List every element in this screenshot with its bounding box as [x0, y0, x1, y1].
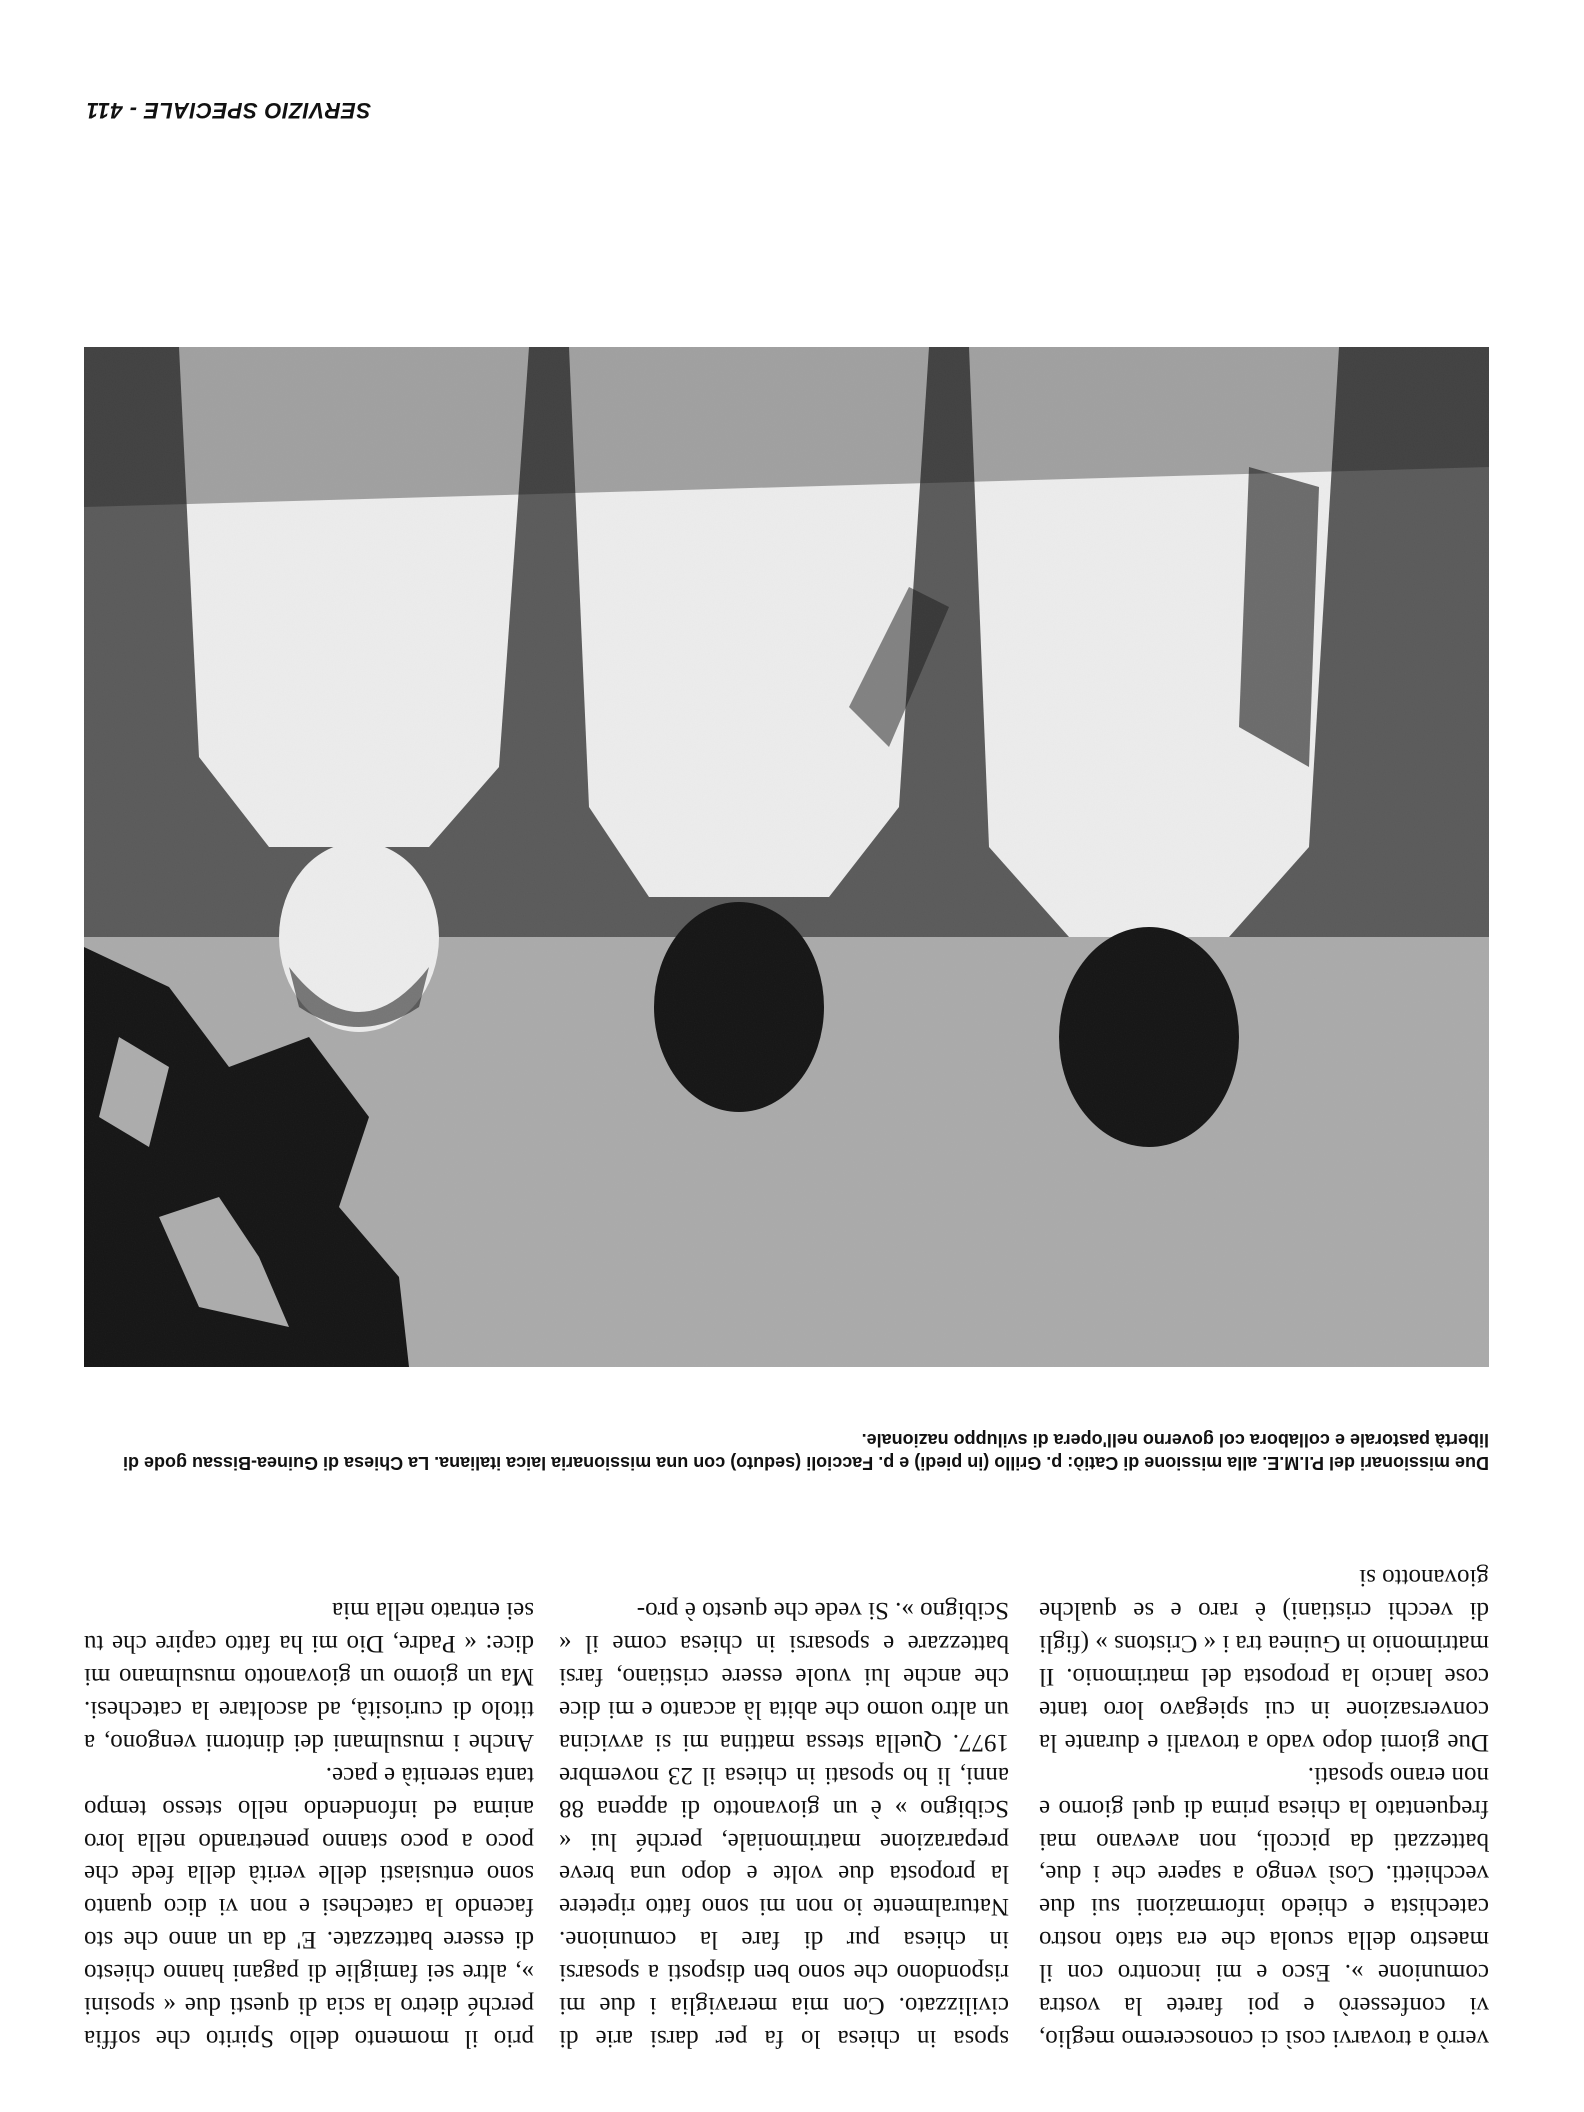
photo-grain [84, 347, 1489, 1367]
text-column-right: prio il momento dello Spirito che soffia perché dietro la scia di questi due « sposini », altre sei famiglie di pagani hanno chiesto di essere battezzate. E' da un anno che sto facendo la catechesi e non vi dico quanto sono entusiasti delle verità della fede che poco a poco stanno penetrando nella loro anima ed infondendo nello stesso tempo tanta serenità e pace. Anche i musulmani dei dintorni vengono, a titolo di curiosità, ad ascoltare la catechesi. Ma un giorno un giovanotto musulmano mi dice: « Padre, Dio mi ha fatto capire che tu sei entrato nella mia [84, 1597, 534, 2052]
text-column-middle: sposa in chiesa lo fa per darsi arie di civilizzato. Con mia meraviglia i due mi rispondono che sono ben disposti a sposarsi in chiesa pur di fare la comunione. Naturalmente io non mi sono fatto ripetere la proposta due volte e dopo una breve preparazione matrimoniale, perché lui « Scibigno » è un giovanotto di appena 88 anni, li ho sposati in chiesa il 23 novembre 1977. Quella stessa mattina mi si avvicina un altro uomo che abita là accanto e mi dice che anche lui vuole essere cristiano, farsi battezzare e sposarsi in chiesa come il « Scibigno ». Si vede che questo è pro- [559, 1597, 1009, 2052]
photo-caption: Due missionari del P.I.M.E. alla missione di Catiò: p. Grillo (in piedi) e p. Faccioli (seduto) con una missionaria laica italiana. La Chiesa di Guinea-Bissau gode di libertà pastorale e collabora col governo nell'opera di sviluppo nazionale. [123, 1430, 1489, 1473]
missionaries-photo [84, 347, 1489, 1367]
page-footer: SERVIZIO SPECIALE - 411 [86, 98, 371, 123]
text-column-left: verrò a trovarvi così ci conosceremo meglio, vi confesserò e poi farete la vostra comunione ». Esco e mi incontro con il maestro della scuola che era stato nostro catechista e chiedo informazioni sui due vecchietti. Così vengo a sapere che i due, battezzati da piccoli, non avevano mai frequentato la chiesa prima di quel giorno e non erano sposati. Due giorni dopo vado a trovarli e durante la conversazione in cui spiegavo loro tante cose lancio la proposta del matrimonio. Il matrimonio in Guinea tra i « Cristons » (figli di vecchi cristiani) è raro e se qualche giovanotto si [1039, 1564, 1489, 2052]
